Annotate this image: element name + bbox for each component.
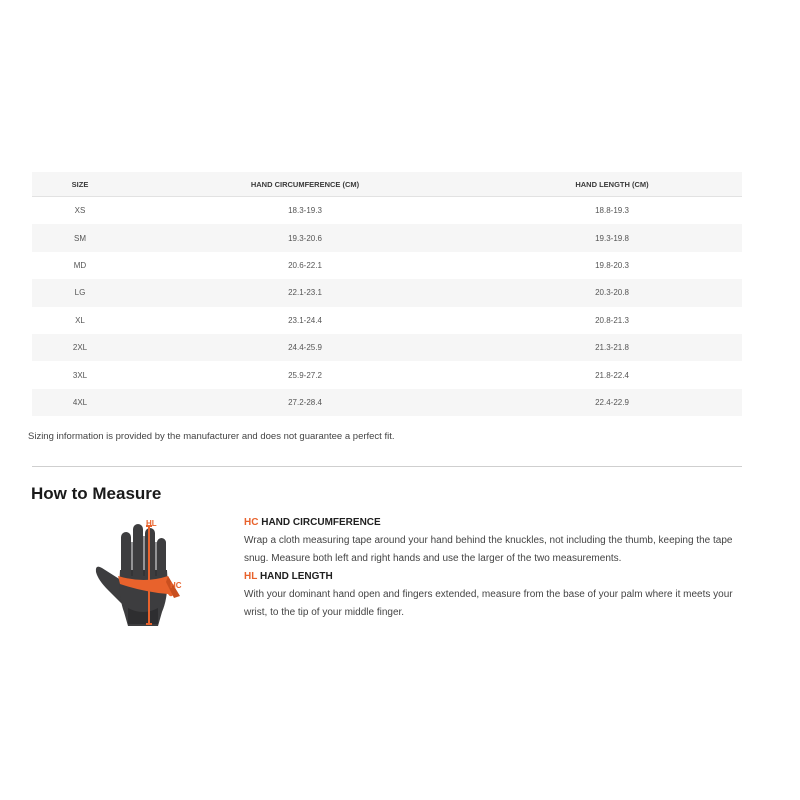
size-cell: LG bbox=[74, 288, 86, 298]
hc-diagram-label: HC bbox=[170, 581, 182, 590]
measurement-instructions bbox=[244, 514, 749, 622]
hand-circumference-cell: 18.3-19.3 bbox=[288, 206, 322, 216]
section-divider bbox=[32, 466, 742, 467]
hl-heading bbox=[244, 568, 749, 586]
hand-length-cell: 20.8-21.3 bbox=[595, 315, 629, 325]
hand-length-cell: 20.3-20.8 bbox=[595, 288, 629, 298]
hand-length-cell: 19.8-20.3 bbox=[595, 260, 629, 270]
hc-abbreviation: HC bbox=[244, 517, 259, 528]
hand-circumference-cell: 24.4-25.9 bbox=[288, 343, 322, 353]
hand-circumference-cell: 25.9-27.2 bbox=[288, 370, 322, 380]
hand-circumference-cell: 22.1-23.1 bbox=[288, 288, 322, 298]
size-cell: 4XL bbox=[72, 397, 88, 407]
hl-abbreviation: HL bbox=[244, 571, 258, 582]
size-cell: MD bbox=[73, 260, 87, 270]
how-to-measure-title: How to Measure bbox=[31, 484, 162, 503]
size-cell: XL bbox=[75, 315, 85, 325]
hl-diagram-label: HL bbox=[146, 519, 157, 528]
size-cell: XS bbox=[74, 206, 86, 216]
table-row bbox=[32, 307, 742, 334]
glove-icon bbox=[96, 524, 168, 626]
hand-circumference-cell: 19.3-20.6 bbox=[288, 233, 322, 243]
hc-heading-label: HAND CIRCUMFERENCE bbox=[261, 517, 381, 528]
hc-heading bbox=[244, 514, 749, 532]
table-row bbox=[32, 197, 742, 225]
table-row bbox=[32, 361, 742, 388]
hand-length-cell: 22.4-22.9 bbox=[595, 397, 629, 407]
size-cell: SM bbox=[74, 233, 86, 243]
size-chart-table bbox=[32, 172, 742, 416]
table-row bbox=[32, 389, 742, 416]
sizing-disclaimer: Sizing information is provided by the manufacturer and does not guarantee a perfect fit. bbox=[28, 431, 395, 442]
table-row bbox=[32, 334, 742, 361]
size-cell: 3XL bbox=[72, 370, 88, 380]
hand-length-cell: 19.3-19.8 bbox=[595, 233, 629, 243]
header-hand-length: HAND LENGTH (CM) bbox=[482, 172, 742, 197]
header-hand-circumference: HAND CIRCUMFERENCE (CM) bbox=[128, 172, 482, 197]
hand-circumference-cell: 27.2-28.4 bbox=[288, 397, 322, 407]
hand-circumference-cell: 23.1-24.4 bbox=[288, 315, 322, 325]
hand-length-cell: 18.8-19.3 bbox=[595, 206, 629, 216]
size-cell: 2XL bbox=[72, 343, 88, 353]
hl-instructions: With your dominant hand open and fingers extended, measure from the base of your palm where it meets your wrist, to the tip of your middle finger. bbox=[244, 589, 733, 618]
hl-heading-label: HAND LENGTH bbox=[259, 571, 333, 582]
hc-instructions: Wrap a cloth measuring tape around your hand behind the knuckles, not including the thumb, keeping the tape snug. Measure both left and right hands and use the larger of the two measurements. bbox=[244, 535, 733, 564]
header-size: SIZE bbox=[32, 172, 128, 197]
table-header-row bbox=[32, 172, 742, 197]
glove-measurement-diagram bbox=[88, 512, 198, 632]
hand-circumference-cell: 20.6-22.1 bbox=[288, 260, 322, 270]
table-row bbox=[32, 252, 742, 279]
table-row bbox=[32, 279, 742, 306]
table-row bbox=[32, 224, 742, 251]
hand-length-cell: 21.3-21.8 bbox=[595, 343, 629, 353]
hand-length-cell: 21.8-22.4 bbox=[595, 370, 629, 380]
